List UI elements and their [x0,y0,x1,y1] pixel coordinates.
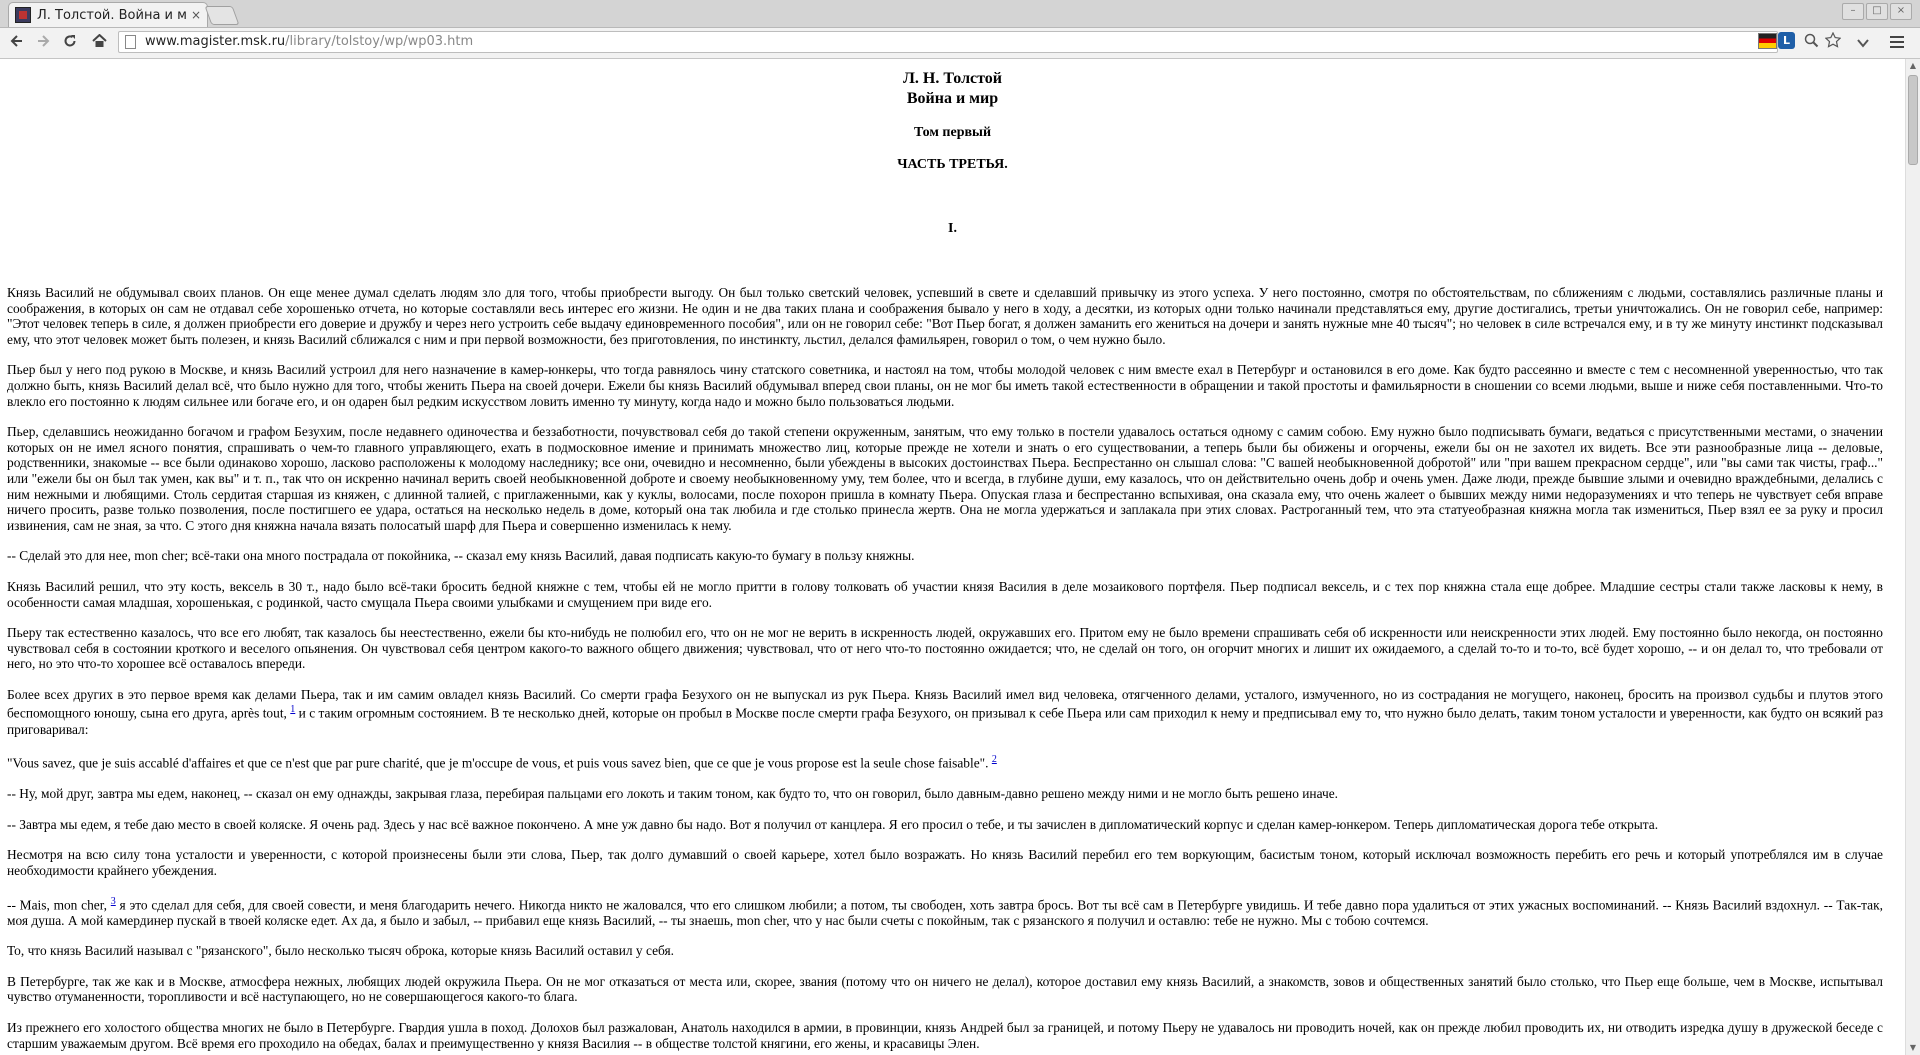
tab-active[interactable] [8,2,208,27]
dropdown-icon[interactable] [1852,32,1874,54]
minimize-icon[interactable]: – [1842,3,1864,20]
tab-title: Л. Толстой. Война и м [37,7,187,23]
footnote-link[interactable]: 3 [110,895,116,907]
scroll-down-icon[interactable]: ▼ [1909,1043,1917,1052]
volume-heading: Том первый [913,125,992,140]
back-icon[interactable] [6,32,28,54]
translate-extension-icon[interactable]: L [1778,32,1795,49]
paragraph: -- Завтра мы едем, я тебе даю место в своей коляске. Я очень рад. Здесь у нас всё важное покончено. А мне уж давно бы надо. Вот я получил от канцлера. Я его просил о тебе, и ты зачислен в дипломатический корпус и сделан камер-юнкером. Теперь дипломатическая дорога тебе открыта. [7,816,1659,832]
page-icon [125,35,136,49]
reload-icon[interactable] [59,32,81,54]
favicon-icon [15,7,31,23]
scrollbar-thumb[interactable] [1908,75,1918,165]
browser-toolbar [0,28,1920,59]
paragraph: Несмотря на всю силу тона усталости и уверенности, с которой произнесены были эти слова, Пьер, так долго думавший о своей карьере, хотел было возражать. Но князь Василий перебил его тем воркующим, басистым тоном, который исключал возможность перебить его речь и который употреблялся им в случае необходимости крайнего убеждения. [7,847,1883,878]
book-author: Л. Н. Толстой [902,70,1003,87]
vertical-scrollbar[interactable] [1905,59,1920,1055]
chapter-heading: I. [948,221,957,236]
paragraph [7,687,1883,737]
forward-icon[interactable] [32,32,54,54]
address-bar[interactable] [118,31,1778,53]
close-window-icon[interactable]: × [1890,3,1912,20]
home-icon[interactable] [88,32,110,54]
paragraph-text: и с таким огромным состоянием. В те несколько дней, которые он пробыл в Москве после смерти графа Безухого, он призывал к себе Пьера или сам приходил к нему и предписывал ему то, что нужно было делать, таким тоном усталости и уверенности, как будто он всякий раз приговаривал: [7,705,1884,737]
tab-strip [0,0,1920,28]
paragraph: То, что князь Василий называл с "рязанского", было несколько тысяч оброка, которые князь Василий оставил у себя. [7,943,675,959]
book-title: Война и мир [906,90,999,107]
paragraph: -- Сделай это для нее, mon cher; всё-таки она много пострадала от покойника, -- сказал ему князь Василий, давая подписать какую-то бумагу в пользу княжны. [7,548,915,564]
part-heading: ЧАСТЬ ТРЕТЬЯ. [897,157,1008,172]
paragraph: Князь Василий не обдумывал своих планов. Он еще менее думал сделать людям зло для того, чтобы приобрести выгоду. Он был только светский человек, успевший в свете и сделавший привычку из этого успеха. У него постоянно, смотря по обстоятельствам, по сближениям с людьми, составлялись различные планы и соображения, в которых он сам не отдавал себе хорошенько отчета, но которые составляли весь интерес его жизни. Не один и не два таких плана и соображения бывало у него в ходу, а десятки, из которых одни только начинали представляться ему, другие достигались, третьи уничтожались. Он не говорил себе, например: "Этот человек теперь в силе, я должен приобрести его доверие и дружбу и через него устроить себе выдачу единовременного пособия", или он не говорил себе: "Вот Пьер богат, я должен заманить его жениться на дочери и занять нужные мне 40 тысяч"; но человек в силе встречался ему, и в ту же минуту инстинкт подсказывал ему, что этот человек может быть полезен, и князь Василий сближался с ним и при первой возможности, без приготовления, по инстинкту, льстил, делался фамильярен, говорил о том, о чем нужно было. [7,285,1883,347]
paragraph: Из прежнего его холостого общества многих не было в Петербурге. Гвардия ушла в поход. Долохов был разжалован, Анатоль находился в армии, в провинции, князь Андрей был за границей, и потому Пьеру не удавалось ни проводить ночей, как он прежде любил проводить их, ни отводить изредка душу в дружеской беседе с старшим уважаемым другом. Всё время его проходило на обедах, балах и преимущественно у князя Василия -- в обществе толстой княгини, его жены, и красавицы Элен. [7,1020,1883,1051]
maximize-icon[interactable]: □ [1866,3,1888,20]
paragraph [7,894,1883,929]
star-icon[interactable] [1822,32,1844,54]
url-text[interactable]: www.magister.msk.ru/library/tolstoy/wp/wp03.htm [145,34,474,49]
paragraph-text: Более всех других в это первое время как делами Пьера, так и им самим овладел князь Василий. Со смерти графа Безухого он не выпускал из рук Пьера. Князь Василий имел вид человека, отягченного делами, усталого, измученного, но из сострадания не могущего, наконец, бросить на произвол судьбы и плутов этого беспомощного юношу, сына его друга, après tout, [7,686,1883,721]
paragraph-text: "Vous savez, que je suis accablé d'affaires et que ce n'est que par pure charité, que je m'occupe de vous, et puis vous savez bien, que ce que je vous propose est la seule chose faisable". [7,755,989,771]
footnote-link[interactable]: 2 [991,754,997,766]
flag-extension-icon[interactable] [1758,33,1777,49]
paragraph: -- Ну, мой друг, завтра мы едем, наконец, -- сказал он ему однажды, закрывая глаза, перебирая пальцами его локоть и таким тоном, как будто то, что он говорил, было давным-давно решено между ними и не могло быть решено иначе. [7,786,1339,802]
paragraph-text: я это сделал для себя, для своей совести, и меня благодарить нечего. Никогда никто не жаловался, что его слишком любили; а потом, ты свободен, хоть завтра брось. Вот ты всё сам в Петербурге увидишь. И тебе давно пора удалиться от этих ужасных воспоминаний. -- Князь Василий вздохнул. -- Так-так, моя душа. А мой камердинер пускай в твоей коляске едет. Ах да, я было и забыл, -- прибавил еще князь Василий, -- ты знаешь, mon cher, что у нас были счеты с покойным, так с рязанского я получил и оставлю: тебе не нужно. Мы с тобою сочтемся. [7,897,1883,928]
paragraph: Князь Василий решил, что эту кость, вексель в 30 т., надо было всё-таки бросить бедной княжне с тем, чтобы ей не могло притти в голову толковать об участии князя Василия в деле мозаикового портфеля. Пьер подписал вексель, и с тех пор княжна стала еще добрее. Младшие сестры стали также ласковы к нему, в особенности самая младшая, хорошенькая, с родинкой, часто смущала Пьера своими улыбками и смущением при виде его. [7,578,1883,610]
page-content [0,59,1905,1055]
footnote-link[interactable]: 1 [290,704,296,716]
paragraph-text: -- Mais, mon cher, [7,897,107,913]
paragraph [7,752,1883,771]
scroll-up-icon[interactable]: ▲ [1909,61,1917,70]
new-tab-button[interactable] [205,6,240,25]
zoom-icon[interactable] [1800,32,1822,54]
paragraph: Пьер был у него под рукою в Москве, и князь Василий устроил для него назначение в камер-юнкеры, что тогда равнялось чину статского советника, и настоял на том, чтобы молодой человек с ним вместе ехал в Петербург и остановился в его доме. Как будто рассеянно и вместе с тем с несомненной уверенностью, что так должно быть, князь Василий делал всё, что было нужно для того, чтобы женить Пьера на своей дочери. Ежели бы князь Василий обдумывал вперед свои планы, он не мог бы иметь такой естественности в обращении и такой простоты и фамильярности в сношении со всеми людьми, выше и ниже себя поставленными. Что-то влекло его постоянно к людям сильнее или богаче его, и он одарен был редким искусством ловить именно ту минуту, когда надо и можно было пользоваться людьми. [7,362,1883,409]
paragraph: Пьеру так естественно казалось, что все его любят, так казалось бы неестественно, ежели бы кто-нибудь не полюбил его, что он не мог не верить в искренность людей, окружавших его. Притом ему не было времени спрашивать себя об искренности или неискренности этих людей. Ему постоянно было некогда, он постоянно чувствовал себя в состоянии кроткого и веселого опьянения. Он чувствовал себя центром какого-то важного общего движения; чувствовал, что от него что-то постоянно ожидается; что, не сделай он того, он огорчит многих и лишит их ожидаемого, а сделай то-то и то-то, всё будет хорошо, -- и он делал то, что требовали от него, но это что-то хорошее всё оставалось впереди. [7,625,1883,672]
tab-close-button[interactable]: × [190,8,201,22]
paragraph: В Петербурге, так же как и в Москве, атмосфера нежных, любящих людей окружила Пьера. Он не мог отказаться от места или, скорее, звания (потому что он ничего не делал), которое доставил ему князь Василий, а знакомств, зовов и общественных занятий было столько, что Пьер еще больше, чем в Москве, испытывал чувство отуманенности, торопливости и всё наступающего, но не совершающегося какого-то блага. [7,973,1883,1005]
menu-icon[interactable] [1886,32,1908,54]
paragraph: Пьер, сделавшись неожиданно богачом и графом Безухим, после недавнего одиночества и беззаботности, почувствовал себя до такой степени окруженным, занятым, что ему только в постели удавалось остаться одному с самим собою. Ему нужно было подписывать бумаги, ведаться с присутственными местами, о значении которых он не имел ясного понятия, спрашивать о чем-то главного управляющего, ехать в подмосковное имение и принимать множество лиц, которые прежде не хотели и знать о его существовании, а теперь были бы обижены и огорчены, ежели бы он не захотел их видеть. Все эти разнообразные лица -- деловые, родственники, знакомые -- все были одинаково хорошо, ласково расположены к молодому наследнику; все они, очевидно и несомненно, были убеждены в высоких достоинствах Пьера. Беспрестанно он слышал слова: "С вашей необыкновенной добротой" или "при вашем прекрасном сердце", или "вы сами так чисты, граф..." или "ежели бы он был так умен, как вы" и т. п., так что он искренно начинал верить своей необыкновенной доброте и своему необыкновенному уму, тем более, что и всегда, в глубине души, ему казалось, что он действительно очень добр и очень умен. Даже люди, прежде бывшие злыми и очевидно враждебными, делались с ним нежными и любящими. Столь сердитая старшая из княжен, с длинной талией, с приглаженными, как у куклы, волосами, после похорон пришла в комнату Пьера. Опуская глаза и беспрестанно вспыхивая, она сказала ему, что очень жалеет о бывших между ними недоразумениях и что теперь не чувствует себя вправе ничего просить, разве только позволения, после постигшего ее удара, остаться на несколько недель в доме, который она так любила и где столько принесла жертв. Она не могла удержаться и заплакала при этих словах. Растроганный тем, что эта статуеобразная княжна могла так измениться, Пьер взял ее за руку и просил извинения, сам не зная, за что. С этого дня княжна начала вязать полосатый шарф для Пьера и совершенно изменилась к нему. [7,424,1883,533]
